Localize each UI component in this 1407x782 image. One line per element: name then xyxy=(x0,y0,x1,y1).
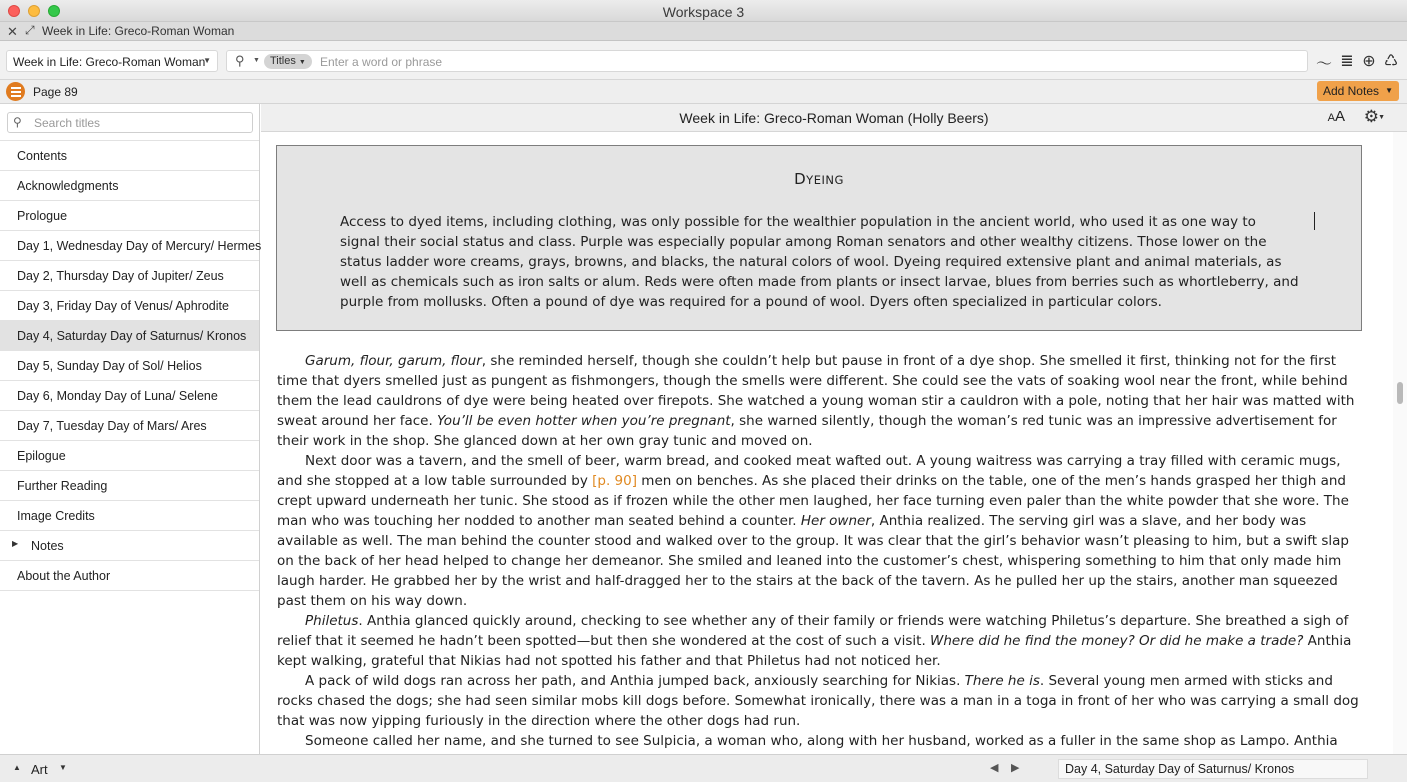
toc-item[interactable] xyxy=(0,141,259,171)
window-title: Workspace 3 xyxy=(662,4,745,20)
italic-text: Philetus xyxy=(305,613,359,629)
paragraph xyxy=(277,611,1369,671)
toc-item-label: Day 1, Wednesday Day of Mercury/ Hermes xyxy=(17,239,262,253)
font-size-button[interactable]: AA xyxy=(1327,108,1345,125)
chevron-down-icon[interactable]: ▼ xyxy=(253,57,260,64)
toc-item-label: Prologue xyxy=(17,209,68,223)
toc-item-label: Day 2, Thursday Day of Jupiter/ Zeus xyxy=(17,269,224,283)
toc-item[interactable] xyxy=(0,201,259,231)
search-bar[interactable] xyxy=(226,50,1308,72)
text-run: . Several young men armed with sticks and rocks chased the dogs; she had seen similar mobs kill dogs before. Somewhat ironically, there was a man in a toga in front of her who was carrying a small dog that was now yipping furiously in the direction where the other dogs had run. xyxy=(277,673,1359,729)
italic-text: You’ll be even hotter when you’re pregnant xyxy=(437,413,731,429)
toc-item[interactable] xyxy=(0,351,259,381)
toc-item[interactable] xyxy=(0,231,262,261)
toc-item[interactable] xyxy=(0,411,259,441)
toc-item-label: Day 6, Monday Day of Luna/ Selene xyxy=(17,389,218,403)
search-scope-dropdown[interactable] xyxy=(264,54,312,69)
text-run: . Anthia glanced quickly around, checking to see whether any of their family or friends were watching Philetus’s departure. She breathed a sigh of relief that it seemed he hadn’t been spotted—but then she wondered at the cost of such a visit. xyxy=(277,613,1349,649)
document-tab-bar xyxy=(0,22,1407,41)
disclosure-triangle-icon[interactable]: ▶ xyxy=(12,539,19,548)
search-icon[interactable]: ⚲ xyxy=(235,53,245,68)
page-reference-link[interactable]: [p. 90] xyxy=(592,473,638,489)
previous-arrow-icon[interactable]: ◀ xyxy=(990,762,999,774)
toc-item[interactable] xyxy=(0,441,259,471)
footer-bar xyxy=(0,754,1407,782)
book-selector-label: Week in Life: Greco-Roman Woman xyxy=(13,55,206,69)
toc-item[interactable] xyxy=(0,171,259,201)
page-bar xyxy=(0,80,1407,104)
toc-item-notes[interactable] xyxy=(0,531,259,561)
text-run: men on benches. As she placed their drinks on the table, one of the men’s hands grasped her thigh and crept upward underneath her tunic. She stood as if frozen while the other men laughed, her face turning even paler than the white powder that she wore. The man who was touching her nodded to another man seated behind a counter. xyxy=(277,473,1349,529)
chevron-down-icon[interactable]: ▼ xyxy=(1378,114,1385,121)
paragraph xyxy=(277,731,1369,754)
toc-item[interactable] xyxy=(0,381,259,411)
text-run: Next door was a tavern, and the smell of beer, warm bread, and cooked meat wafted out. A young waitress was carrying a tray filled with ceramic mugs, and she stopped at a low table surrounded by xyxy=(277,453,1341,489)
toc-item-label: Day 7, Tuesday Day of Mars/ Ares xyxy=(17,419,207,433)
paragraph xyxy=(277,351,1369,451)
toc-item-active[interactable] xyxy=(0,321,259,351)
sidebar xyxy=(0,104,260,754)
search-input[interactable]: Enter a word or phrase xyxy=(320,55,443,69)
box-title-rest: YEING xyxy=(806,173,844,187)
add-circle-icon[interactable]: ⊕ xyxy=(1362,53,1376,70)
toc-item-label: Acknowledgments xyxy=(17,179,119,193)
toc-item-label: Notes xyxy=(31,539,64,553)
scroll-thumb[interactable] xyxy=(1397,382,1403,404)
book-selector[interactable] xyxy=(6,50,218,72)
reader-header xyxy=(261,104,1407,132)
toc-item[interactable] xyxy=(0,291,259,321)
tilde-icon[interactable]: 〜 xyxy=(1315,56,1332,73)
search-icon[interactable]: ⚲ xyxy=(13,115,22,129)
toc-item-label: About the Author xyxy=(17,569,111,583)
toc-item-label: Day 3, Friday Day of Venus/ Aphrodite xyxy=(17,299,229,313)
next-arrow-icon[interactable]: ▶ xyxy=(1011,762,1020,774)
triangle-up-icon[interactable]: ▲ xyxy=(13,763,21,772)
toc-item[interactable] xyxy=(0,501,259,531)
italic-text: Where did he find the money? Or did he make a trade? xyxy=(930,633,1304,649)
toc-item-label: Epilogue xyxy=(17,449,66,463)
box-text: Access to dyed items, including clothing, was only possible for the wealthier population in the ancient world, who used it as one way to signal their social status and class. Purple was especially popular among Roman senators and other wealthy citizens. Those lower on the status ladder wore creams, grays, browns, and blacks, the natural colors of wool. Dyeing required extensive plant and animal materials, as well as chemicals such as iron salts or alum. Reds were often made from plants or insect larvae, blues from berries such as whortleberry, and purple from mollusks. Often a pound of dye was required for a pound of wool. Dyers often specialized in particular colors. xyxy=(340,214,1299,310)
gear-icon[interactable]: ⚙ xyxy=(1363,107,1379,126)
list-lines-icon[interactable]: ≣ xyxy=(1340,53,1354,70)
text-run: , she warned silently, though the woman’s red tunic was an impressive advertisement for their work in the shop. She glanced down at her own gray tunic and moved on. xyxy=(277,413,1337,449)
title-search-input[interactable]: Search titles xyxy=(34,116,101,130)
toc-item-label: Day 4, Saturday Day of Saturnus/ Kronos xyxy=(17,329,247,343)
toc-item-label: Day 5, Sunday Day of Sol/ Helios xyxy=(17,359,202,373)
toc-item-label: Contents xyxy=(17,149,68,163)
paragraph xyxy=(277,671,1369,731)
chevron-down-icon[interactable]: ▼ xyxy=(59,763,67,772)
toc-item-label: Further Reading xyxy=(17,479,108,493)
table-of-contents-button[interactable] xyxy=(6,82,25,101)
add-notes-label: Add Notes xyxy=(1322,84,1379,98)
toolbar xyxy=(0,41,1407,80)
recycle-icon[interactable]: ♺ xyxy=(1383,53,1399,70)
chevron-down-icon: ▼ xyxy=(298,59,306,66)
expand-icon[interactable]: ⤢ xyxy=(25,23,35,37)
location-field[interactable]: Day 4, Saturday Day of Saturnus/ Kronos xyxy=(1058,759,1368,779)
text-run: Someone called her name, and she turned to see Sulpicia, a woman who, along with her husband, worked as a fuller in the same shop as Lampo. Anthia xyxy=(305,733,1338,749)
box-title xyxy=(277,170,1361,188)
close-tab-icon[interactable]: ✕ xyxy=(7,24,18,39)
text-cursor xyxy=(1314,212,1315,230)
toc-item[interactable] xyxy=(0,561,259,591)
chevron-down-icon: ▼ xyxy=(203,56,211,65)
title-search-box[interactable] xyxy=(7,112,253,133)
paragraph xyxy=(277,451,1369,611)
title-bar xyxy=(0,0,1407,22)
sidebar-box-dyeing xyxy=(276,145,1362,331)
vertical-scrollbar[interactable] xyxy=(1393,132,1407,754)
box-title-initial: D xyxy=(794,170,807,188)
add-notes-button[interactable] xyxy=(1317,81,1399,101)
italic-text: Her owner xyxy=(800,513,871,529)
art-label[interactable]: Art xyxy=(31,762,48,777)
text-run: A pack of wild dogs ran across her path, and Anthia jumped back, anxiously searching for Nikias. xyxy=(305,673,965,689)
toc-item[interactable] xyxy=(0,471,259,501)
document-tab-title[interactable]: Week in Life: Greco-Roman Woman xyxy=(42,24,235,38)
page-number: Page 89 xyxy=(33,85,78,99)
toc-item-label: Image Credits xyxy=(17,509,95,523)
toc-list xyxy=(0,140,262,591)
text-run: Anthia kept walking, grateful that Nikias had not spotted his father and that Philetus had not noticed her. xyxy=(277,633,1352,669)
reader-content[interactable] xyxy=(261,132,1393,754)
text-run: , Anthia realized. The serving girl was a slave, and her body was available as well. The man behind the counter stood and walked over to the group. It was clear that the girl’s behavior wasn’t pleasing to him, but a swift slap on the back of her head helped to change her demeanor. She smiled and leaned into the customer’s chest, whispering something to him that only made him laugh harder. He grabbed her by the wrist and half-dragged her to the stairs at the back of the tavern. As he pulled her up the stairs, another man squeezed past them on his way down. xyxy=(277,513,1349,609)
body-text xyxy=(277,351,1369,754)
book-title: Week in Life: Greco-Roman Woman (Holly Beers) xyxy=(679,110,989,126)
toc-item[interactable] xyxy=(0,261,259,291)
search-scope-label: Titles xyxy=(270,55,296,67)
italic-text: Garum, flour, garum, flour xyxy=(305,353,482,369)
text-run: , she reminded herself, though she couldn’t help but pause in front of a dye shop. She smelled it first, thinking not for the first time that dyers smelled just as pungent as fishmongers, though the smells were different. She could see the vats of soaking wool near the front, while behind them the lead cauldrons of dye were being heated over firepots. She watched a young woman stir a cauldron with a pole, noting that her hair was matted with sweat around her face. xyxy=(277,353,1355,429)
italic-text: There he is xyxy=(964,673,1040,689)
chevron-down-icon: ▼ xyxy=(1385,86,1393,95)
